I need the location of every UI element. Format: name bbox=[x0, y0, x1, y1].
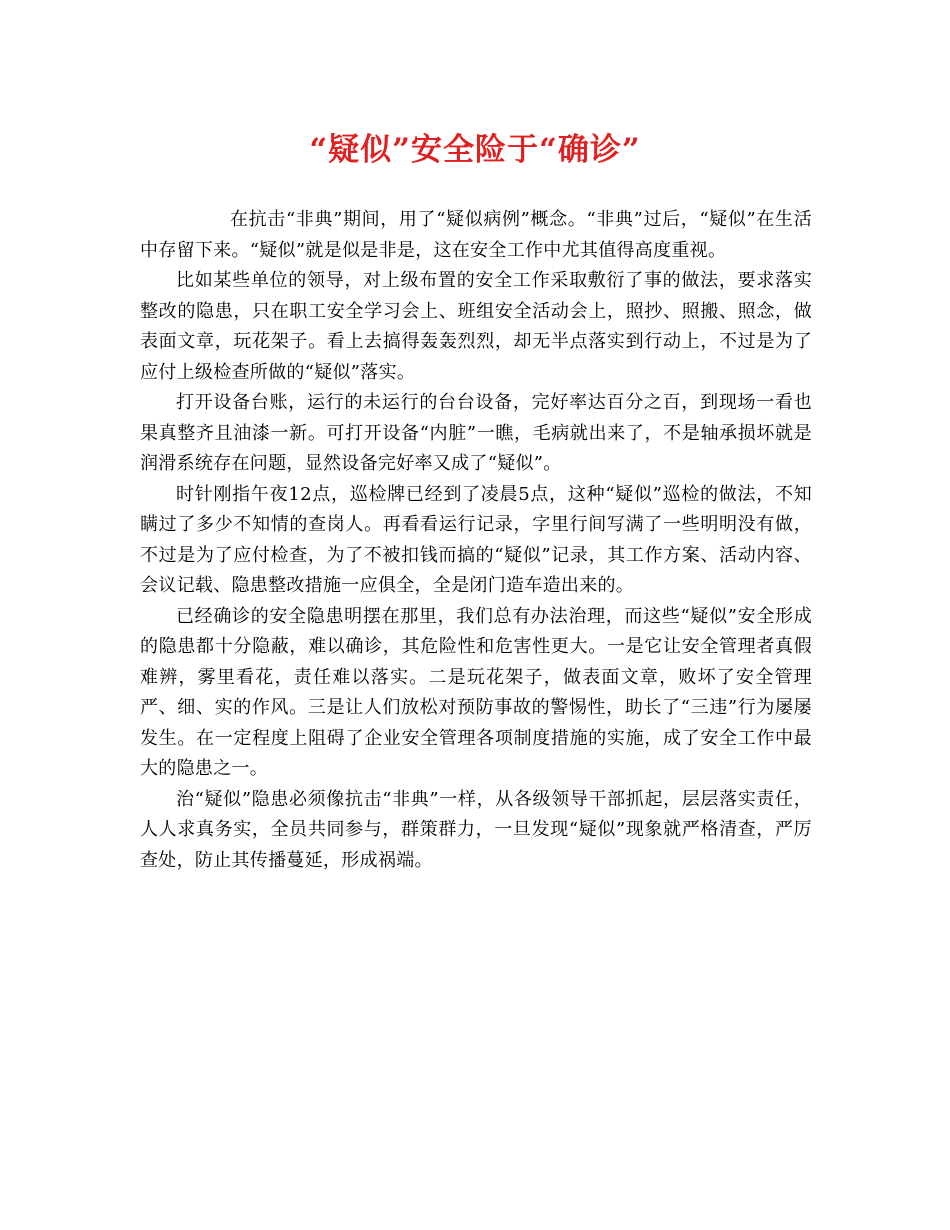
document-body bbox=[140, 205, 812, 876]
paragraph-5: 已经确诊的安全隐患明摆在那里，我们总有办法治理，而这些“疑似”安全形成的隐患都十分隐蔽，难以确诊，其危险性和危害性更大。一是它让安全管理者真假难辨，雾里看花，责任难以落实。二是玩花架子，做表面文章，败坏了安全管理严、细、实的作风。三是让人们放松对预防事故的警惕性，助长了“三违”行为屡屡发生。在一定程度上阻碍了企业安全管理各项制度措施的实施，成了安全工作中最大的隐患之一。 bbox=[140, 605, 812, 779]
paragraph-3: 打开设备台账，运行的未运行的台台设备，完好率达百分之百，到现场一看也果真整齐且油漆一新。可打开设备“内脏”一瞧，毛病就出来了，不是轴承损坏就是润滑系统存在问题，显然设备完好率又成了“疑似”。 bbox=[140, 392, 812, 474]
paragraph-1: 在抗击“非典”期间，用了“疑似病例”概念。“非典”过后，“疑似”在生活中存留下来。“疑似”就是似是非是，这在安全工作中尤其值得高度重视。 bbox=[140, 209, 812, 261]
paragraph-4: 时针刚指午夜12点，巡检牌已经到了凌晨5点，这种“疑似”巡检的做法，不知瞒过了多少不知情的查岗人。再看看运行记录，字里行间写满了一些明明没有做，不过是为了应付检查，为了不被扣钱而搞的“疑似”记录，其工作方案、活动内容、会议记载、隐患整改措施一应俱全，全是闭门造车造出来的。 bbox=[140, 483, 812, 596]
document-title: “疑似”安全险于“确诊” bbox=[309, 132, 641, 168]
paragraph-2: 比如某些单位的领导，对上级布置的安全工作采取敷衍了事的做法，要求落实整改的隐患，只在职工安全学习会上、班组安全活动会上，照抄、照搬、照念，做表面文章，玩花架子。看上去搞得轰轰烈烈，却无半点落实到行动上，不过是为了应付上级检查所做的“疑似”落实。 bbox=[140, 270, 812, 383]
paragraph-6: 治“疑似”隐患必须像抗击“非典”一样，从各级领导干部抓起，层层落实责任，人人求真务实，全员共同参与，群策群力，一旦发现“疑似”现象就严格清查，严厉查处，防止其传播蔓延，形成祸端。 bbox=[140, 788, 812, 871]
